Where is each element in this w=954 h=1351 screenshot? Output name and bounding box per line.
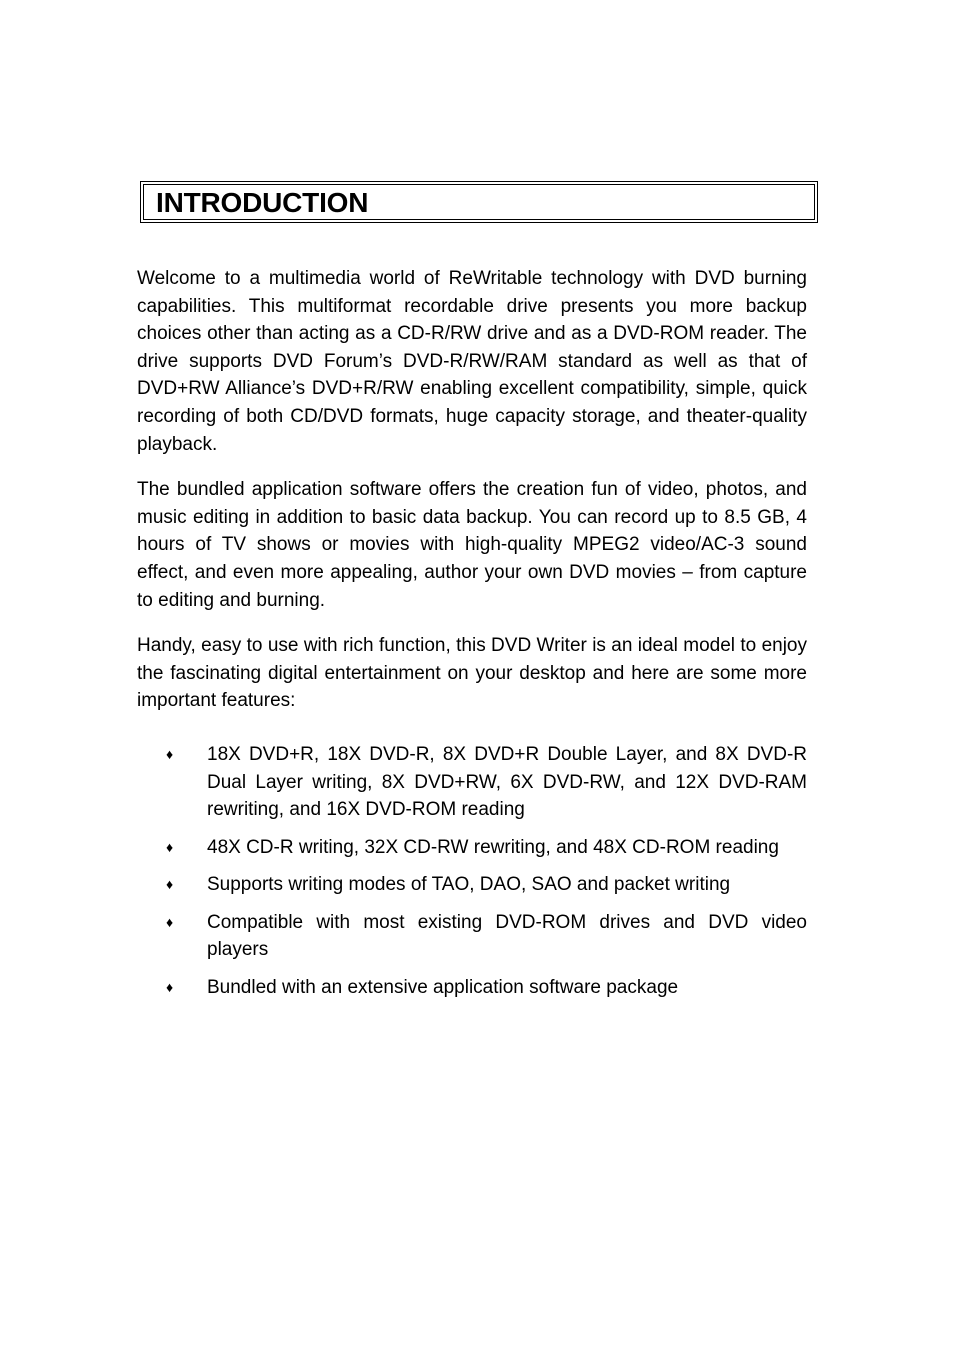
feature-list xyxy=(137,741,807,1002)
feature-item xyxy=(137,974,807,1002)
feature-item xyxy=(137,909,807,964)
feature-item xyxy=(137,834,807,862)
feature-text: 48X CD-R writing, 32X CD-RW rewriting, and 48X CD-ROM reading xyxy=(207,836,779,858)
section-heading-box xyxy=(140,181,818,223)
feature-text: 18X DVD+R, 18X DVD-R, 8X DVD+R Double Layer, and 8X DVD-R Dual Layer writing, 8X DVD+RW, 6X DVD-RW, and 12X DVD-RAM rewriting, and 16X DVD-ROM reading xyxy=(207,743,807,821)
intro-paragraph-2: The bundled application software offers the creation fun of video, photos, and music editing in addition to basic data backup. You can record up to 8.5 GB, 4 hours of TV shows or movies with high-quality MPEG2 video/AC-3 sound effect, and even more appealing, author your own DVD movies – from capture to editing and burning. xyxy=(137,479,807,611)
diamond-bullet-icon: ♦ xyxy=(166,745,174,762)
diamond-bullet-icon: ♦ xyxy=(166,838,174,855)
section-title: INTRODUCTION xyxy=(156,187,369,218)
intro-paragraph-3: Handy, easy to use with rich function, this DVD Writer is an ideal model to enjoy the fascinating digital entertainment on your desktop and here are some more important features: xyxy=(137,635,807,712)
diamond-bullet-icon: ♦ xyxy=(166,876,174,893)
section-heading-inner-border xyxy=(143,184,815,220)
feature-item xyxy=(137,871,807,899)
diamond-bullet-icon: ♦ xyxy=(166,913,174,930)
feature-text: Bundled with an extensive application software package xyxy=(207,977,679,999)
intro-paragraph-1: Welcome to a multimedia world of ReWritable technology with DVD burning capabilities. This multiformat recordable drive presents you more backup choices other than acting as a CD-R/RW drive and as a DVD-ROM reader. The drive supports DVD Forum’s DVD-R/RW/RAM standard as well as that of DVD+RW Alliance’s DVD+R/RW enabling excellent compatibility, simple, quick recording of both CD/DVD formats, huge capacity storage, and theater-quality playback. xyxy=(137,268,807,455)
diamond-bullet-icon: ♦ xyxy=(166,979,174,996)
body-content xyxy=(137,265,807,1012)
feature-text: Compatible with most existing DVD-ROM drives and DVD video players xyxy=(207,911,807,961)
feature-text: Supports writing modes of TAO, DAO, SAO and packet writing xyxy=(207,874,731,896)
feature-item xyxy=(137,741,807,824)
